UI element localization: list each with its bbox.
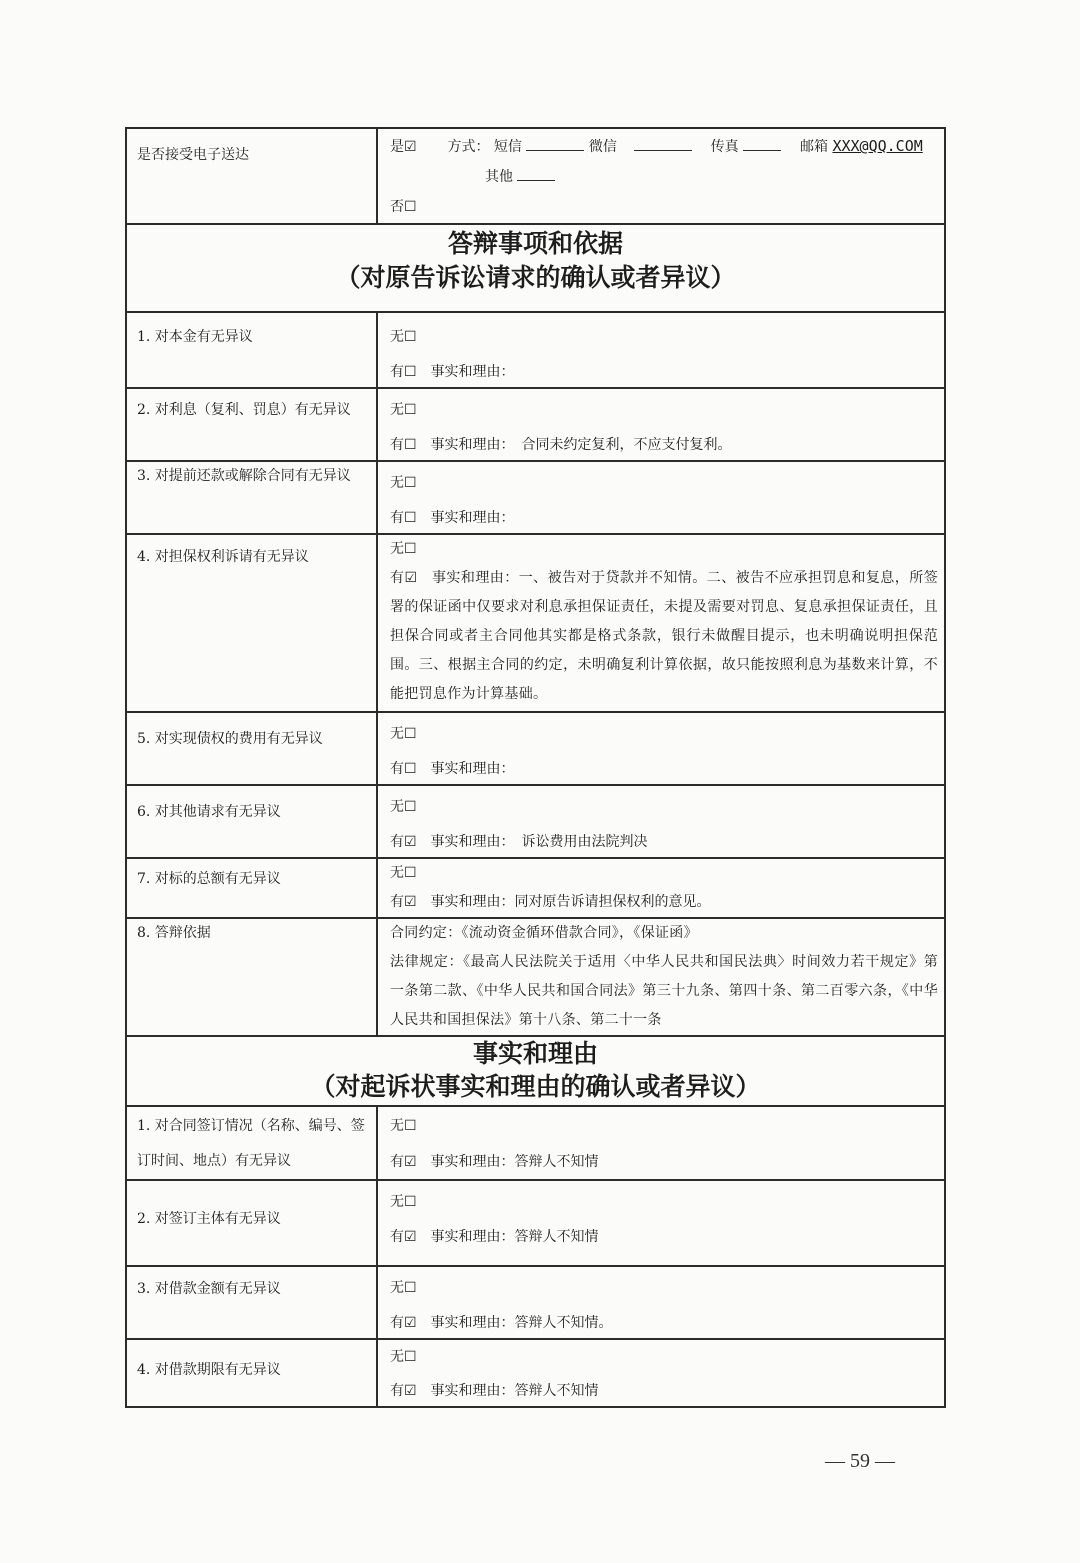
answer-cell: [377, 1339, 945, 1407]
answer-cell: [377, 1106, 945, 1180]
answer-yes[interactable]: 有☑ 事实和理由：答辩人不知情: [390, 1154, 599, 1170]
delivery-wechat-label: 微信: [588, 139, 617, 155]
delivery-no-checkbox[interactable]: 否☐: [390, 199, 417, 215]
table-row: [126, 534, 945, 712]
delivery-other-label: 其他: [485, 169, 513, 185]
response-form-table: [125, 127, 946, 1408]
answer-yes[interactable]: 有☐ 事实和理由：: [390, 510, 515, 526]
basis-contract: 合同约定：《流动资金循环借款合同》，《保证函》: [390, 925, 698, 941]
answer-cell: [377, 785, 945, 858]
answer-yes[interactable]: 有☐ 事实和理由：: [390, 761, 515, 777]
answer-cell: [377, 918, 945, 1036]
question-cell: 2. 对利息（复利、罚息）有无异议: [126, 388, 377, 461]
delivery-email-label: 邮箱: [800, 139, 828, 155]
answer-cell: [377, 312, 945, 388]
answer-cell: [377, 534, 945, 712]
question-cell: 6. 对其他请求有无异议: [126, 785, 377, 858]
table-row: [126, 1339, 945, 1407]
table-row: [126, 312, 945, 388]
answer-yes[interactable]: 有☑ 事实和理由： 诉讼费用由法院判决: [390, 834, 648, 850]
question-cell: 4. 对担保权利诉请有无异议: [126, 534, 377, 712]
table-row: [126, 712, 945, 785]
table-row: [126, 388, 945, 461]
delivery-row: [126, 128, 945, 224]
answer-yes[interactable]: 有☐ 事实和理由：: [390, 364, 515, 380]
delivery-method-label: 方式：: [447, 139, 490, 155]
answer-cell: [377, 461, 945, 534]
answer-no[interactable]: 无☐: [390, 799, 417, 815]
question-cell: 2. 对签订主体有无异议: [126, 1180, 377, 1266]
question-cell: 1. 对合同签订情况（名称、编号、签订时间、地点）有无异议: [126, 1106, 377, 1180]
question-cell: 3. 对借款金额有无异议: [126, 1266, 377, 1339]
answer-no[interactable]: 无☐: [390, 1349, 417, 1365]
answer-yes[interactable]: 有☑ 事实和理由：答辩人不知情: [390, 1383, 599, 1399]
answer-no[interactable]: 无☐: [390, 329, 417, 345]
delivery-options: [377, 128, 945, 224]
delivery-yes-checkbox[interactable]: 是☑: [390, 139, 417, 155]
question-cell: 7. 对标的总额有无异议: [126, 858, 377, 918]
answer-no[interactable]: 无☐: [390, 1280, 417, 1296]
other-blank[interactable]: [517, 166, 555, 181]
wechat-blank[interactable]: [634, 136, 692, 151]
table-row: [126, 1106, 945, 1180]
answer-no[interactable]: 无☐: [390, 541, 417, 557]
answer-yes[interactable]: 有☑ 事实和理由：同对原告诉请担保权利的意见。: [390, 894, 711, 910]
table-row: [126, 858, 945, 918]
section1-title: 答辩事项和依据: [447, 229, 623, 258]
answer-no[interactable]: 无☐: [390, 726, 417, 742]
section1-header: [126, 224, 945, 312]
delivery-sms-label: 短信: [493, 139, 522, 155]
answer-yes-reason[interactable]: 有☑ 事实和理由：一、被告对于贷款并不知情。二、被告不应承担罚息和复息，所签署的保证函中仅要求对利息承担保证责任，未提及需要对罚息、复息承担保证责任，且担保合同或者主合同他其实都是格式条款，银行未做醒目提示，也未明确说明担保范围。三、根据主合同的约定，未明确复利计算依据，故只能按照利息为基数来计算，不能把罚息作为计算基础。: [390, 570, 938, 702]
section2-title: 事实和理由: [472, 1039, 598, 1068]
answer-cell: [377, 388, 945, 461]
answer-yes[interactable]: 有☑ 事实和理由：答辩人不知情。: [390, 1315, 613, 1331]
sms-blank[interactable]: [526, 136, 584, 151]
answer-no[interactable]: 无☐: [390, 865, 417, 881]
delivery-fax-label: 传真: [710, 139, 739, 155]
delivery-email-value: XXX@QQ.COM: [832, 137, 923, 155]
table-row: [126, 461, 945, 534]
table-row: [126, 1266, 945, 1339]
page-number: — 59 —: [825, 1450, 895, 1472]
answer-no[interactable]: 无☐: [390, 1118, 417, 1134]
delivery-label: 是否接受电子送达: [126, 128, 377, 224]
section1-subtitle: （对原告诉讼请求的确认或者异议）: [335, 263, 736, 292]
answer-yes[interactable]: 有☐ 事实和理由： 合同未约定复利，不应支付复利。: [390, 437, 732, 453]
section2-subtitle: （对起诉状事实和理由的确认或者异议）: [310, 1072, 761, 1101]
table-row: [126, 1180, 945, 1266]
answer-cell: [377, 858, 945, 918]
section1-header-row: [126, 224, 945, 312]
basis-law: 法律规定：《最高人民法院关于适用〈中华人民共和国民法典〉时间效力若干规定》第一条第二款、《中华人民共和国合同法》第三十九条、第四十条、第二百零六条，《中华人民共和国担保法》第十八条、第二十一条: [390, 954, 938, 1028]
answer-no[interactable]: 无☐: [390, 402, 417, 418]
question-cell: 1. 对本金有无异议: [126, 312, 377, 388]
answer-no[interactable]: 无☐: [390, 1194, 417, 1210]
question-cell: 4. 对借款期限有无异议: [126, 1339, 377, 1407]
fax-blank[interactable]: [743, 136, 781, 151]
table-row: [126, 785, 945, 858]
question-cell: 3. 对提前还款或解除合同有无异议: [126, 461, 377, 534]
question-cell: 8. 答辩依据: [126, 918, 377, 1036]
section2-header: [126, 1036, 945, 1106]
answer-no[interactable]: 无☐: [390, 475, 417, 491]
answer-yes[interactable]: 有☑ 事实和理由：答辩人不知情: [390, 1229, 599, 1245]
section2-header-row: [126, 1036, 945, 1106]
answer-cell: [377, 1180, 945, 1266]
table-row: [126, 918, 945, 1036]
answer-cell: [377, 1266, 945, 1339]
question-cell: 5. 对实现债权的费用有无异议: [126, 712, 377, 785]
answer-cell: [377, 712, 945, 785]
